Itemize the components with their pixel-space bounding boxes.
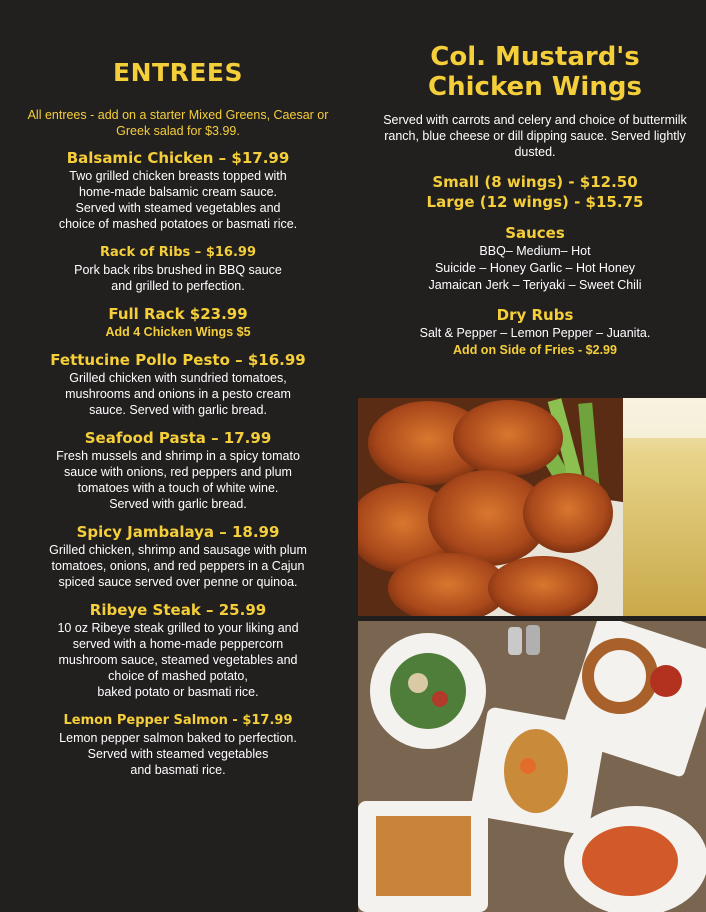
wings-photo — [358, 398, 706, 616]
entrees-heading: ENTREES — [113, 58, 243, 87]
wings-small-price: Small (8 wings) - $12.50 — [432, 173, 638, 191]
entrees-intro: All entrees - add on a starter Mixed Greens, Caesar or Greek salad for $3.99. — [27, 108, 329, 138]
wings-title-line1: Col. Mustard's — [430, 42, 640, 72]
sauces-list — [372, 243, 698, 294]
menu-item-spicy-jambalaya — [14, 523, 342, 590]
wings-large-price: Large (12 wings) - $15.75 — [426, 193, 644, 211]
item-title: Seafood Pasta – 17.99 — [84, 429, 272, 447]
sauce-line: Suicide – Honey Garlic – Hot Honey — [434, 261, 636, 275]
sauces-title: Sauces — [505, 224, 565, 242]
entrees-section — [14, 58, 342, 789]
menu-item-ribeye-steak — [14, 601, 342, 700]
dishes-photo — [358, 621, 706, 912]
item-title: Fettucine Pollo Pesto – $16.99 — [50, 351, 306, 369]
dry-rubs-list: Salt & Pepper – Lemon Pepper – Juanita. — [419, 326, 651, 340]
item-title: Ribeye Steak – 25.99 — [89, 601, 267, 619]
wing-prices — [372, 172, 698, 212]
fries-addon: Add on Side of Fries - $2.99 — [453, 343, 617, 357]
item-title: Balsamic Chicken – $17.99 — [66, 149, 290, 167]
item-addon: Add 4 Chicken Wings $5 — [105, 325, 251, 339]
wings-section — [372, 42, 698, 359]
item-title: Rack of Ribs – $16.99 — [100, 245, 256, 260]
sauce-line: BBQ– Medium– Hot — [479, 244, 591, 258]
dry-rubs-title: Dry Rubs — [496, 306, 574, 324]
wings-intro: Served with carrots and celery and choice of buttermilk ranch, blue cheese or dill dipping sauce. Served lightly dusted. — [383, 113, 687, 159]
menu-item-balsamic-chicken — [14, 149, 342, 232]
menu-item-full-rack — [14, 305, 342, 340]
item-description: Pork back ribs brushed in BBQ sauce and grilled to perfection. — [74, 263, 282, 293]
sauce-line: Jamaican Jerk – Teriyaki – Sweet Chili — [428, 278, 642, 292]
item-description: Two grilled chicken breasts topped with home-made balsamic cream sauce. Served with steamed vegetables and choice of mashed potatoes or basmati rice. — [58, 169, 298, 231]
item-description: Grilled chicken, shrimp and sausage with plum tomatoes, onions, and red peppers in a Cajun spiced sauce served over penne or quinoa. — [49, 543, 307, 589]
menu-item-rack-of-ribs — [14, 243, 342, 294]
item-description: Lemon pepper salmon baked to perfection. Served with steamed vegetables and basmati rice. — [59, 731, 297, 777]
item-title: Lemon Pepper Salmon - $17.99 — [63, 713, 293, 728]
wings-title — [372, 42, 698, 102]
menu-item-seafood-pasta — [14, 429, 342, 512]
dishes-photo-illustration — [358, 621, 706, 912]
item-description: Grilled chicken with sundried tomatoes, mushrooms and onions in a pesto cream sauce. Served with garlic bread. — [65, 371, 291, 417]
wings-title-line2: Chicken Wings — [428, 72, 642, 102]
item-description: 10 oz Ribeye steak grilled to your liking and served with a home-made peppercorn mushroom sauce, steamed vegetables and choice of mashed potato, baked potato or basmati rice. — [57, 621, 299, 699]
dry-rubs-body — [372, 325, 698, 359]
menu-item-fettucine-pollo-pesto — [14, 351, 342, 418]
item-description: Fresh mussels and shrimp in a spicy tomato sauce with onions, red peppers and plum tomatoes with a touch of white wine. Served with garlic bread. — [56, 449, 300, 511]
wings-photo-illustration — [358, 398, 706, 616]
menu-item-lemon-pepper-salmon — [14, 711, 342, 778]
item-title: Full Rack $23.99 — [108, 305, 248, 323]
item-title: Spicy Jambalaya – 18.99 — [76, 523, 280, 541]
